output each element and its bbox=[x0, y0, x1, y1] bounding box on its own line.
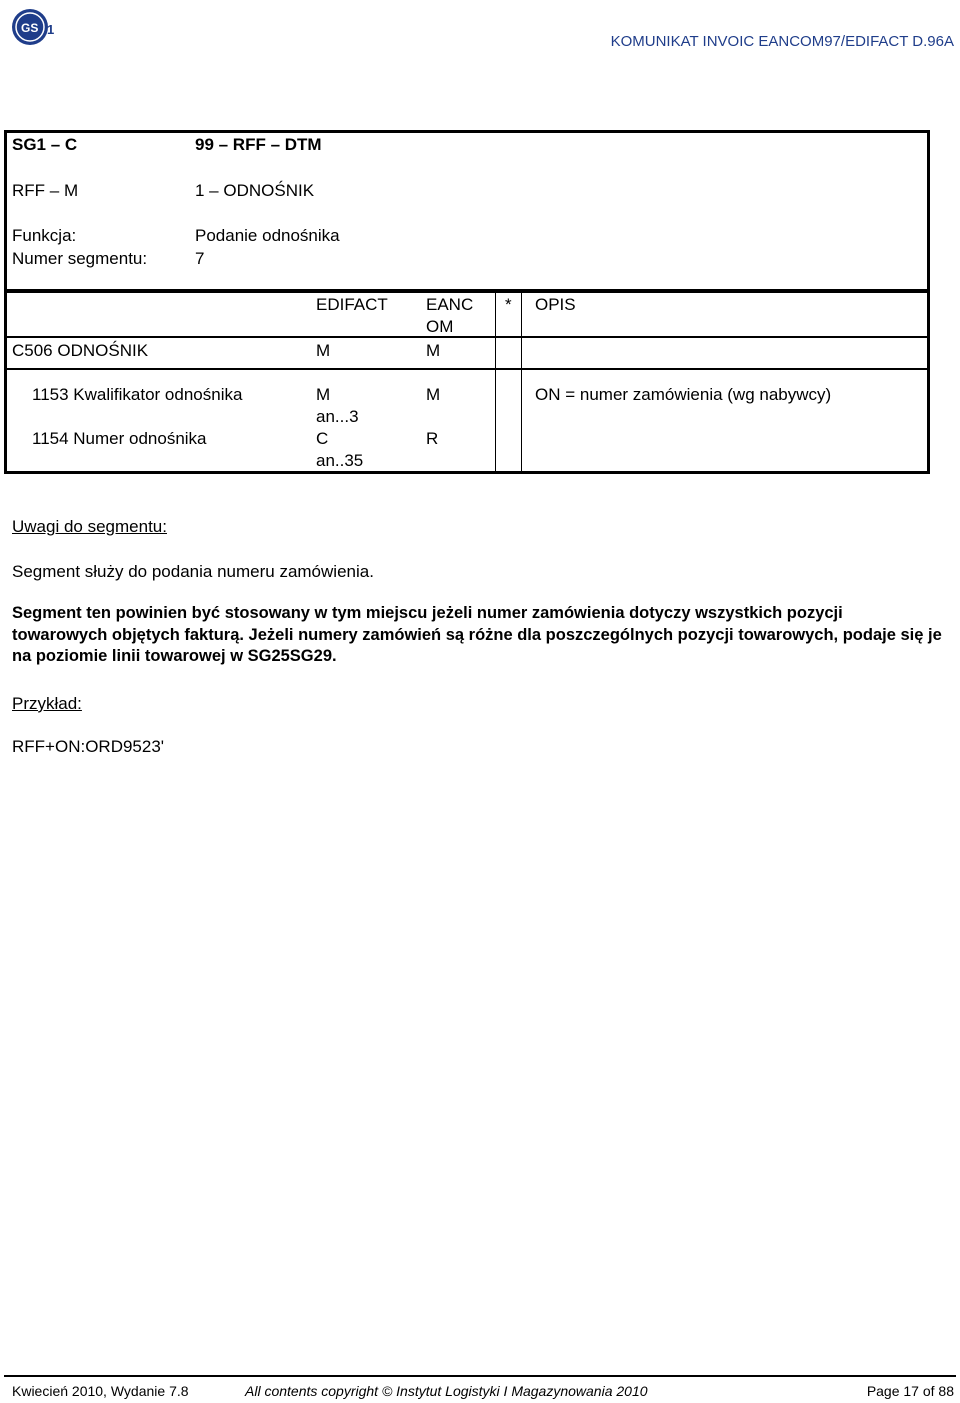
sg-value: 99 – RFF – DTM bbox=[195, 135, 322, 154]
element-1154-edifact-status: C bbox=[316, 429, 329, 448]
element-1154-eancom: R bbox=[426, 429, 439, 448]
header-eancom-line1: EANC bbox=[426, 295, 474, 314]
svg-text:GS: GS bbox=[21, 21, 39, 35]
example-title: Przykład: bbox=[12, 694, 82, 713]
segment-label: RFF – M bbox=[12, 181, 79, 200]
segment-group-box bbox=[4, 130, 930, 292]
sg-label: SG1 – C bbox=[12, 135, 78, 154]
element-1153-edifact-format: an...3 bbox=[316, 407, 359, 426]
header-opis: OPIS bbox=[535, 295, 576, 314]
header-divider bbox=[7, 336, 927, 338]
element-1153-edifact-status: M bbox=[316, 385, 331, 404]
element-1153-name: 1153 Kwalifikator odnośnika bbox=[32, 385, 243, 404]
notes-bold-paragraph: Segment ten powinien być stosowany w tym miejscu jeżeli numer zamówienia dotyczy wszystkich pozycji towarowych objętych fakturą. Jeżeli numery zamówień są różne dla poszczególnych pozycji towarowych, podaje się je na poziomie linii towarowej w SG25SG29. bbox=[12, 604, 942, 665]
footer-date-edition: Kwiecień 2010, Wydanie 7.8 bbox=[12, 1383, 189, 1399]
element-1153-opis: ON = numer zamówienia (wg nabywcy) bbox=[535, 385, 832, 404]
notes-title: Uwagi do segmentu: bbox=[12, 517, 167, 536]
header-star: * bbox=[505, 295, 512, 314]
document-title: KOMUNIKAT INVOIC EANCOM97/EDIFACT D.96A bbox=[610, 33, 954, 50]
element-1153-eancom: M bbox=[426, 385, 441, 404]
function-value: Podanie odnośnika bbox=[195, 226, 340, 245]
element-1154-name: 1154 Numer odnośnika bbox=[32, 429, 207, 448]
footer-divider bbox=[4, 1375, 956, 1377]
notes-line1: Segment służy do podania numeru zamówienia. bbox=[12, 562, 374, 581]
segment-value: 1 – ODNOŚNIK bbox=[195, 181, 315, 200]
element-1154-edifact-format: an..35 bbox=[316, 451, 364, 470]
header-edifact: EDIFACT bbox=[316, 295, 388, 314]
footer-page-number: Page 17 of 88 bbox=[866, 1383, 954, 1399]
footer-copyright: All contents copyright © Instytut Logistyki I Magazynowania 2010 bbox=[245, 1383, 648, 1399]
svg-text:1: 1 bbox=[47, 22, 55, 37]
example-code: RFF+ON:ORD9523' bbox=[12, 737, 165, 756]
composite-eancom: M bbox=[426, 341, 441, 360]
segment-number-value: 7 bbox=[195, 249, 205, 268]
composite-divider bbox=[7, 368, 927, 370]
composite-edifact: M bbox=[316, 341, 331, 360]
gs1-logo bbox=[10, 6, 58, 48]
element-table bbox=[4, 290, 930, 474]
composite-name: C506 ODNOŚNIK bbox=[12, 341, 149, 360]
column-divider-star-left bbox=[495, 293, 496, 471]
function-label: Funkcja: bbox=[12, 226, 77, 245]
column-divider-star-right bbox=[521, 293, 522, 471]
segment-number-label: Numer segmentu: bbox=[12, 249, 148, 268]
header-eancom-line2: OM bbox=[426, 317, 454, 336]
